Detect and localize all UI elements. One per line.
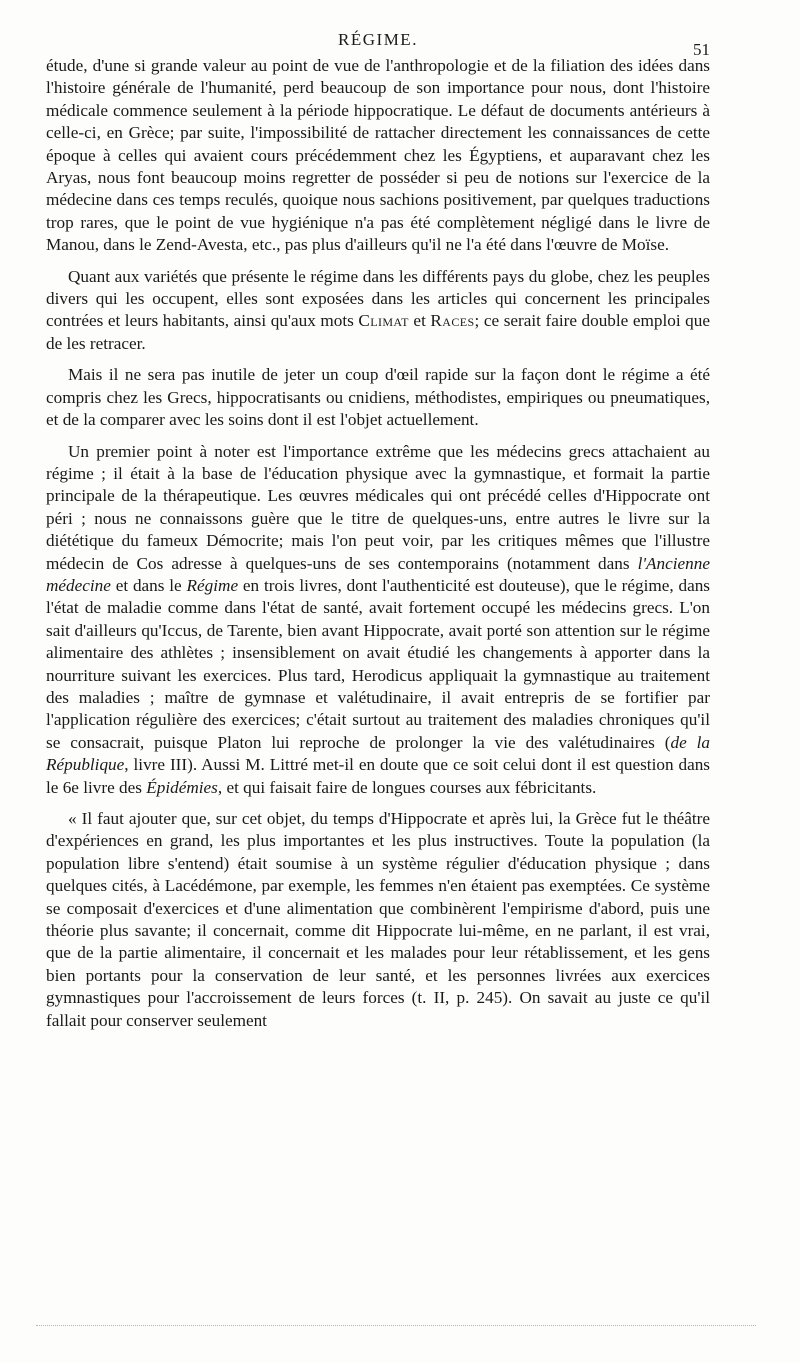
paragraph-4-text-e: , et qui faisait faire de longues courses aux fébricitants. (217, 777, 597, 797)
paragraph-4-text-a: Un premier point à noter est l'importance extrême que les médecins grecs attachaient au régime ; il était à la base de l'éducation physique avec la gymnastique, et formait la partie principale de la thérapeutique. Les œuvres médicales qui ont précédé celles d'Hippocrate ont péri ; nous ne connaissons guère que le titre de quelques-uns, entre autres le livre sur la diététique du fameux Démocrite; mais l'on peut voir, par les critiques mêmes que l'illustre médecin de Cos adresse à quelques-uns de ses contemporains (notamment dans (46, 441, 710, 573)
footer-rule (36, 1325, 756, 1328)
paragraph-2-text-b: et (408, 311, 431, 331)
paragraph-1: étude, d'une si grande valeur au point de vue de l'anthropologie et de la filiation des idées dans l'histoire générale de l'humanité, perd beaucoup de son importance pour nous, dont l'histoire médicale commence seulement à la période hippocratique. Le défaut de documents antérieurs à celle-ci, en Grèce; par suite, l'impossibilité de rattacher directement les connaissances de cette époque à celles qui avaient cours précédemment chez les Égyptiens, et auparavant chez les Aryas, nous font beaucoup moins regretter de posséder si peu de notions sur l'exercice de la médecine dans ces temps reculés, quoique nous sachions positivement, par quelques traductions trop rares, que le point de vue hygiénique n'a pas été complètement négligé dans le livre de Manou, dans le Zend-Avesta, etc., pas plus d'ailleurs qu'il ne l'a été dans l'œuvre de Moïse. (46, 56, 710, 255)
title-republique: de la République (46, 732, 710, 775)
title-ancienne-medecine: l'Ancienne médecine (46, 553, 710, 595)
running-head: RÉGIME. (338, 30, 418, 49)
paragraph-4-text-c: en trois livres, dont l'authenticité est douteuse), que le régime, dans l'état de maladie comme dans l'état de santé, avait fortement occupé les médecins grecs. L'on sait d'ailleurs qu'Iccus, de Tarente, bien avant Hippocrate, avait porté son attention sur le régime alimentaire des athlètes ; insensiblement on avait étudié les changements à apporter dans la nourriture suivant les exercices. Plus tard, Herodicus appliquait la gymnastique au traitement des maladies ; maître de gymnase et valétudinaire, il avait entrepris de se fortifier par l'application régulière des exercices; c'était surtout au traitement des maladies chroniques qu'il se consacrait, puisque Platon lui reproche de prolonger la vie des valétudinaires ( (46, 575, 710, 752)
paragraph-4 (46, 441, 710, 800)
paragraph-5: « Il faut ajouter que, sur cet objet, du temps d'Hippocrate et après lui, la Grèce fut le théâtre d'expériences en grand, les plus importantes et les plus instructives. Toute la population (la population libre s'entend) était soumise à un système régulier d'éducation physique ; dans quelques cités, à Lacédémone, par exemple, les femmes n'en étaient pas exemptées. Ce système se composait d'exercices et d'une alimentation que combinèrent l'empirisme d'abord, puis une théorie plus savante; il concernait, comme dit Hippocrate lui-même, en ne parlant, il est vrai, que de la partie alimentaire, il concernait et les malades pour leur rétablissement, et les gens bien portants pour la conservation de leur santé, et les personnes livrées aux exercices gymnastiques pour l'accroissement de leurs forces (t. II, p. 245). On savait au juste ce qu'il fallait pour conserver seulement (46, 809, 710, 1030)
paragraph-2-text-c: ; ce serait faire double emploi que de les retracer. (46, 311, 710, 353)
paragraph-4-text-b: et dans le (110, 575, 187, 595)
paragraph-2-text-a: Quant aux variétés que présente le régime dans les différents pays du globe, chez les peuples divers qui les occupent, elles sont exposées dans les articles qui concernent les principales contrées et leurs habitants, ainsi qu'aux mots (46, 266, 710, 331)
paragraph-4-text-d: , livre III). Aussi M. Littré met-il en doute que ce soit celui dont il est question dans le 6e livre des (46, 755, 710, 797)
term-climat: Climat (358, 311, 409, 331)
paragraph-3: Mais il ne sera pas inutile de jeter un coup d'œil rapide sur la façon dont le régime a été compris chez les Grecs, hippocratisants ou cnidiens, méthodistes, empiriques ou pneumatiques, et de la comparer avec les soins dont il est l'objet actuellement. (46, 365, 710, 430)
title-regime: Régime (186, 575, 239, 595)
page-number: 51 (693, 40, 710, 59)
paragraph-2 (46, 266, 710, 356)
body-text (46, 55, 710, 1041)
term-races: Races (430, 311, 475, 331)
title-epidemies: Épidémies (146, 777, 218, 797)
page-header (46, 30, 710, 59)
